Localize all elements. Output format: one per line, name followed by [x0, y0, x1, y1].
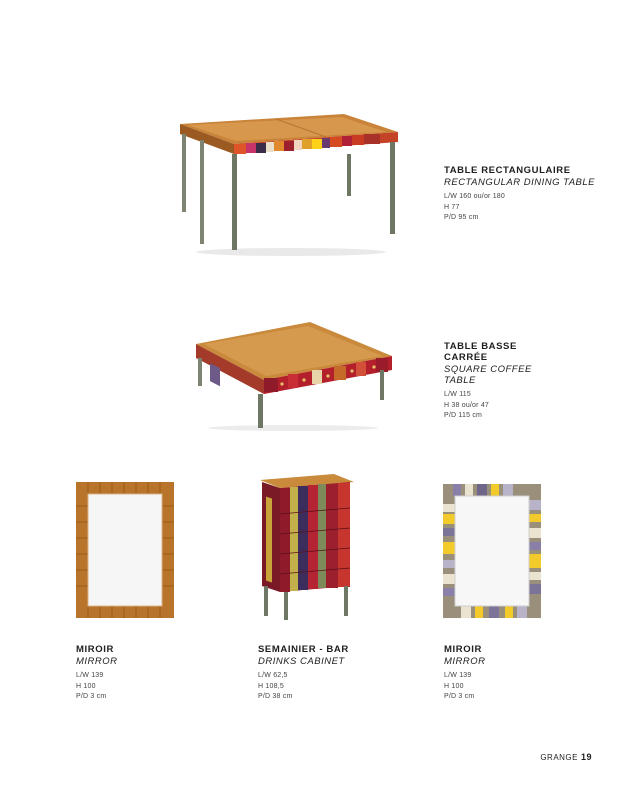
wood-mirror-image [76, 482, 174, 618]
product-name-fr: MIROIR [444, 644, 482, 655]
dimension-height: H 100 [76, 682, 96, 690]
product-caption-mirror-striped [444, 644, 614, 703]
brand-name: GRANGE [540, 753, 578, 762]
dimension-width: L/W 139 [444, 672, 472, 679]
striped-mirror-image [443, 484, 541, 618]
product-name-fr: TABLE RECTANGULAIRE [444, 165, 571, 176]
product-name-fr: MIROIR [76, 644, 114, 655]
product-name-fr: TABLE BASSE CARRÉE [444, 341, 517, 363]
product-dimensions [444, 192, 614, 224]
product-name-en: RECTANGULAR DINING TABLE [444, 177, 596, 188]
product-caption-mirror-wood [76, 644, 246, 703]
dining-table-image [176, 110, 406, 258]
dimension-width: L/W 139 [76, 672, 104, 679]
cabinet-stripes [280, 483, 350, 592]
dimension-height: H 100 [444, 682, 464, 690]
product-dimensions [76, 671, 246, 703]
product-caption-drinks-cabinet [258, 644, 428, 703]
product-dimensions [258, 671, 428, 703]
dimension-depth: P/D 3 cm [76, 693, 107, 700]
dimension-width: L/W 160 ou/or 180 [444, 193, 505, 200]
drinks-cabinet-image [258, 474, 356, 620]
dimension-depth: P/D 38 cm [258, 693, 293, 700]
dimension-depth: P/D 115 cm [444, 412, 483, 419]
dimension-width: L/W 115 [444, 391, 471, 398]
dimension-height: H 77 [444, 203, 460, 211]
dimension-width: L/W 62,5 [258, 672, 288, 679]
product-dimensions [444, 390, 614, 422]
product-name-en: MIRROR [444, 656, 486, 667]
product-name-en: SQUARE COFFEE TABLE [444, 364, 532, 386]
coffee-table-image [192, 318, 394, 434]
dimension-depth: P/D 3 cm [444, 693, 475, 700]
dimension-depth: P/D 95 cm [444, 214, 479, 221]
product-dimensions [444, 671, 614, 703]
product-name-fr: SEMAINIER - BAR [258, 644, 349, 655]
dimension-height: H 108,5 [258, 682, 284, 690]
dimension-height: H 38 ou/or 47 [444, 401, 490, 409]
product-caption-coffee-table [444, 341, 614, 422]
product-caption-dining-table [444, 165, 614, 224]
product-name-en: MIRROR [76, 656, 118, 667]
page-number: 19 [580, 752, 592, 762]
product-name-en: DRINKS CABINET [258, 656, 345, 667]
page-footer [540, 752, 592, 762]
